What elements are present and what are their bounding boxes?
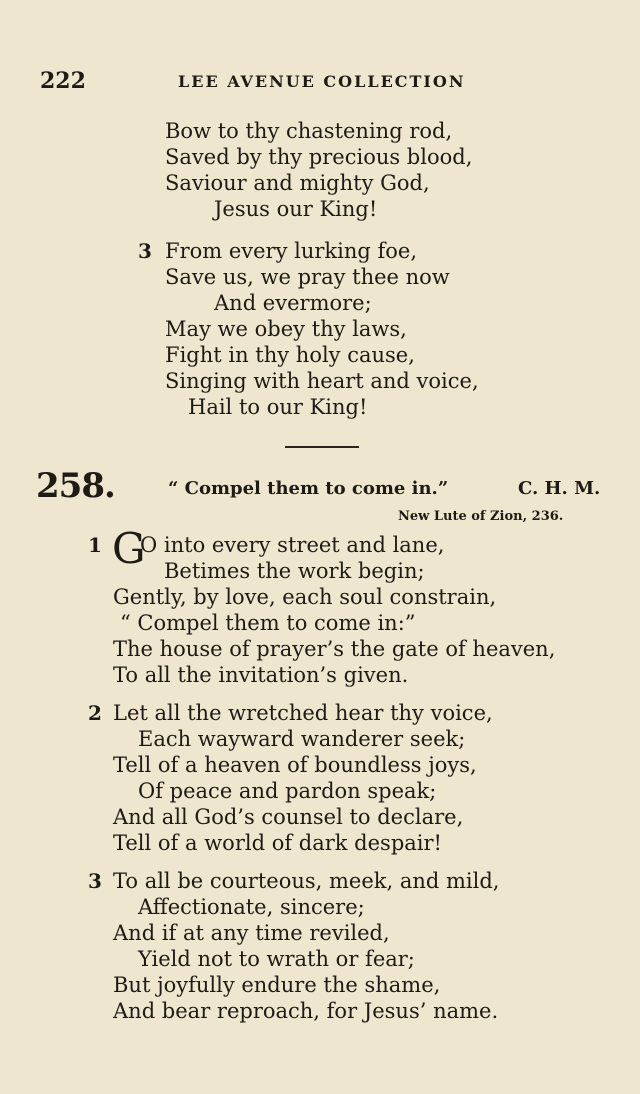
verse-line: Jesus our King! <box>214 197 378 221</box>
verse-line: Gently, by love, each soul constrain, <box>113 585 497 609</box>
verse-line: Let all the wretched hear thy voice, <box>113 701 493 725</box>
tune-reference: New Lute of Zion, 236. <box>398 509 564 524</box>
verse-line: Singing with heart and voice, <box>165 369 479 393</box>
verse-line: Tell of a world of dark despair! <box>113 831 442 855</box>
verse-line: From every lurking foe, <box>165 239 418 263</box>
verse-line: But joyfully endure the shame, <box>113 973 441 997</box>
page-header <box>40 68 600 98</box>
stanza-number: 1 <box>88 533 102 557</box>
hymn-number: 258. <box>36 466 115 506</box>
hymn-meter: C. H. M. <box>518 478 601 499</box>
page-number: 222 <box>40 68 86 94</box>
verse-line: To all be courteous, meek, and mild, <box>113 869 500 893</box>
verse-line: And if at any time reviled, <box>113 921 390 945</box>
verse-line: Fight in thy holy cause, <box>165 343 415 367</box>
section-divider <box>285 446 359 448</box>
stanza-number: 2 <box>88 701 102 725</box>
verse-line: And all God’s counsel to declare, <box>113 805 464 829</box>
verse-line: Each wayward wanderer seek; <box>138 727 466 751</box>
stanza-number: 3 <box>138 239 152 263</box>
verse-line: And bear reproach, for Jesus’ name. <box>113 999 499 1023</box>
verse-line: Tell of a heaven of boundless joys, <box>113 753 477 777</box>
verse-line: “ Compel them to come in:” <box>120 611 416 635</box>
verse-line: Of peace and pardon speak; <box>138 779 437 803</box>
verse-line: Saved by thy precious blood, <box>165 145 473 169</box>
verse-line: The house of prayer’s the gate of heaven, <box>113 637 556 661</box>
verse-line: Saviour and mighty God, <box>165 171 430 195</box>
verse-line: Betimes the work begin; <box>164 559 425 583</box>
verse-line: O into every street and lane, <box>140 533 445 557</box>
stanza-number: 3 <box>88 869 102 893</box>
verse-line: May we obey thy laws, <box>165 317 407 341</box>
verse-line: And evermore; <box>214 291 372 315</box>
verse-line: To all the invitation’s given. <box>113 663 409 687</box>
verse-line: Hail to our King! <box>188 395 368 419</box>
drop-cap: G <box>112 524 146 573</box>
running-title: LEE AVENUE COLLECTION <box>178 72 466 91</box>
verse-line: Affectionate, sincere; <box>138 895 365 919</box>
verse-line: Yield not to wrath or fear; <box>138 947 415 971</box>
verse-line: Save us, we pray thee now <box>165 265 450 289</box>
hymn-title: “ Compel them to come in.” <box>168 478 449 499</box>
verse-line: Bow to thy chastening rod, <box>165 119 453 143</box>
